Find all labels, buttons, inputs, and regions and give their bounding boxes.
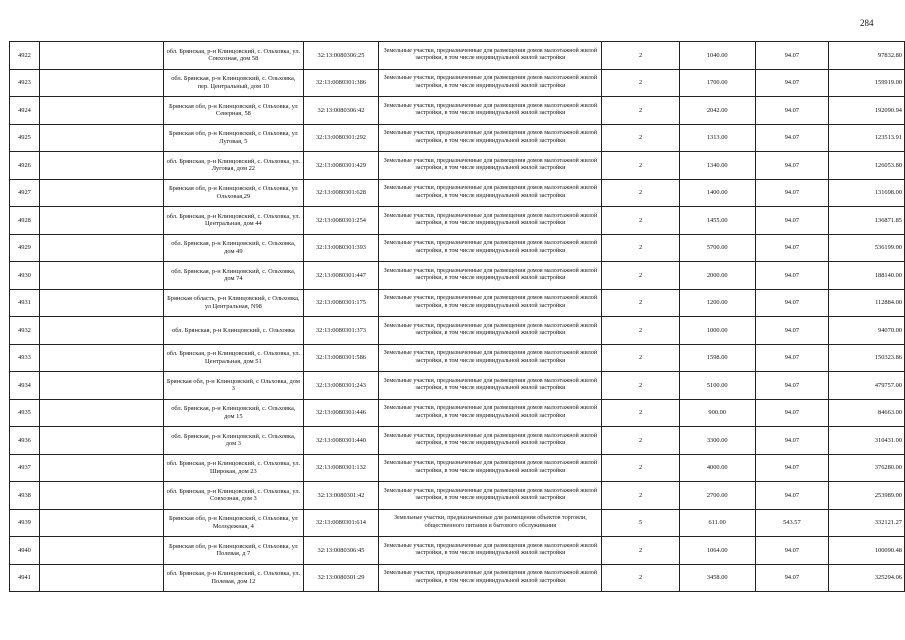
rate-cell: 94.07 [755,124,829,152]
rate-cell: 94.07 [755,564,829,592]
rate-cell: 94.07 [755,537,829,565]
address-cell: обл. Брянская, р-н Клинцовский, с. Ольховка, дом 15 [164,399,303,427]
address-cell: обл. Брянская, р-н Клинцовский, с. Ольховка, ул. Центральная, дом 51 [164,344,303,372]
category-cell: 2 [602,124,680,152]
cadastral-value-cell: 159919.00 [829,69,905,97]
empty-cell [39,289,163,317]
address-cell: обл. Брянская, р-н Клинцовский, с. Ольховка, дом 74 [164,262,303,290]
category-cell: 2 [602,97,680,125]
address-cell: обл. Брянская, р-н Клинцовский, с. Ольховка, ул. Широкая, дом 23 [164,454,303,482]
table-row [10,372,905,400]
address-cell: обл. Брянская, р-н Клинцовский, с. Ольховка, ул. Луговая, дом 22 [164,152,303,180]
cadastral-value-cell: 136871.85 [829,207,905,235]
empty-cell [39,42,163,70]
land-use-cell: Земельные участки, предназначенные для размещения домов малоэтажной жилой застройки, в том числе индивидуальной жилой застройки [379,537,602,565]
row-number: 4927 [10,179,40,207]
land-use-cell: Земельные участки, предназначенные для размещения домов малоэтажной жилой застройки, в том числе индивидуальной жилой застройки [379,372,602,400]
cadastral-value-cell: 325294.06 [829,564,905,592]
area-cell: 1040.00 [679,42,755,70]
table-row [10,124,905,152]
land-registry-table [9,41,905,592]
address-cell: Брянская область, р-н Клинцовский, с Ольховка, ул Центральная, N98 [164,289,303,317]
table-row [10,207,905,235]
area-cell: 3300.00 [679,427,755,455]
land-use-cell: Земельные участки, предназначенные для размещения домов малоэтажной жилой застройки, в том числе индивидуальной жилой застройки [379,344,602,372]
cadastral-value-cell: 150323.86 [829,344,905,372]
land-use-cell: Земельные участки, предназначенные для размещения домов малоэтажной жилой застройки, в том числе индивидуальной жилой застройки [379,564,602,592]
cadastral-number-cell: 32:13:0080301:447 [303,262,379,290]
table-row [10,289,905,317]
table-row [10,454,905,482]
rate-cell: 94.07 [755,262,829,290]
cadastral-value-cell: 192090.94 [829,97,905,125]
area-cell: 1400.00 [679,179,755,207]
category-cell: 2 [602,399,680,427]
row-number: 4937 [10,454,40,482]
cadastral-value-cell: 310431.00 [829,427,905,455]
category-cell: 2 [602,69,680,97]
land-use-cell: Земельные участки, предназначенные для размещения домов малоэтажной жилой застройки, в том числе индивидуальной жилой застройки [379,207,602,235]
land-use-cell: Земельные участки, предназначенные для размещения объектов торговли, общественного питания и бытового обслуживания [379,509,602,537]
empty-cell [39,262,163,290]
cadastral-value-cell: 126053.80 [829,152,905,180]
row-number: 4936 [10,427,40,455]
rate-cell: 94.07 [755,344,829,372]
row-number: 4934 [10,372,40,400]
empty-cell [39,427,163,455]
category-cell: 2 [602,454,680,482]
cadastral-number-cell: 32:13:0080306:42 [303,97,379,125]
empty-cell [39,179,163,207]
category-cell: 2 [602,372,680,400]
category-cell: 2 [602,289,680,317]
cadastral-number-cell: 32:13:0080301:614 [303,509,379,537]
cadastral-number-cell: 32:13:0080301:386 [303,69,379,97]
area-cell: 1200.00 [679,289,755,317]
land-use-cell: Земельные участки, предназначенные для размещения домов малоэтажной жилой застройки, в том числе индивидуальной жилой застройки [379,42,602,70]
land-use-cell: Земельные участки, предназначенные для размещения домов малоэтажной жилой застройки, в том числе индивидуальной жилой застройки [379,482,602,510]
cadastral-number-cell: 32:13:0080301:132 [303,454,379,482]
empty-cell [39,399,163,427]
cadastral-value-cell: 376280.00 [829,454,905,482]
address-cell: обл. Брянская, р-н Клинцовский, с. Ольховка, ул. Полевая, дом 12 [164,564,303,592]
area-cell: 1000.00 [679,317,755,345]
area-cell: 1455.00 [679,207,755,235]
page-number: 284 [860,18,874,28]
row-number: 4930 [10,262,40,290]
area-cell: 5700.00 [679,234,755,262]
rate-cell: 94.07 [755,234,829,262]
address-cell: обл. Брянская, р-н Клинцовский, с. Ольховка, дом 49 [164,234,303,262]
address-cell: обл. Брянская, р-н Клинцовский, с. Ольховка, ул. Совхозная, дом 3 [164,482,303,510]
rate-cell: 94.07 [755,69,829,97]
empty-cell [39,317,163,345]
area-cell: 3458.00 [679,564,755,592]
empty-cell [39,97,163,125]
cadastral-value-cell: 94070.00 [829,317,905,345]
row-number: 4931 [10,289,40,317]
table-row [10,427,905,455]
rate-cell: 94.07 [755,42,829,70]
rate-cell: 94.07 [755,372,829,400]
address-cell: Брянская обл, р-н Клинцовский, с Ольховка, ул Молодежная, 4 [164,509,303,537]
category-cell: 2 [602,537,680,565]
category-cell: 2 [602,207,680,235]
land-use-cell: Земельные участки, предназначенные для размещения домов малоэтажной жилой застройки, в том числе индивидуальной жилой застройки [379,317,602,345]
rate-cell: 94.07 [755,97,829,125]
cadastral-number-cell: 32:13:0080301:292 [303,124,379,152]
cadastral-number-cell: 32:13:0080301:586 [303,344,379,372]
area-cell: 1340.00 [679,152,755,180]
address-cell: обл. Брянская, р-н Клинцовский, с. Ольховка [164,317,303,345]
category-cell: 2 [602,564,680,592]
row-number: 4935 [10,399,40,427]
cadastral-number-cell: 32:13:0080301:254 [303,207,379,235]
table-row [10,399,905,427]
category-cell: 2 [602,262,680,290]
cadastral-number-cell: 32:13:0080301:175 [303,289,379,317]
cadastral-number-cell: 32:13:0080306:45 [303,537,379,565]
area-cell: 900.00 [679,399,755,427]
table-row [10,97,905,125]
empty-cell [39,509,163,537]
row-number: 4923 [10,69,40,97]
land-use-cell: Земельные участки, предназначенные для размещения домов малоэтажной жилой застройки, в том числе индивидуальной жилой застройки [379,399,602,427]
address-cell: Брянская обл, р-н Клинцовский, с Ольховка, ул Луговая, 5 [164,124,303,152]
row-number: 4924 [10,97,40,125]
row-number: 4941 [10,564,40,592]
land-use-cell: Земельные участки, предназначенные для размещения домов малоэтажной жилой застройки, в том числе индивидуальной жилой застройки [379,69,602,97]
rate-cell: 543.57 [755,509,829,537]
table-row [10,509,905,537]
table-row [10,234,905,262]
cadastral-number-cell: 32:13:0080301:429 [303,152,379,180]
cadastral-number-cell: 32:13:0080301:628 [303,179,379,207]
category-cell: 2 [602,344,680,372]
table-row [10,69,905,97]
address-cell: обл. Брянская, р-н Клинцовский, с. Ольховка, ул. Центральная, дом 44 [164,207,303,235]
land-use-cell: Земельные участки, предназначенные для размещения домов малоэтажной жилой застройки, в том числе индивидуальной жилой застройки [379,179,602,207]
cadastral-number-cell: 32:13:0080301:243 [303,372,379,400]
rate-cell: 94.07 [755,152,829,180]
address-cell: обл. Брянская, р-н Клинцовский, с. Ольховка, дом 3 [164,427,303,455]
cadastral-number-cell: 32:13:0080301:393 [303,234,379,262]
row-number: 4922 [10,42,40,70]
empty-cell [39,234,163,262]
address-cell: обл. Брянская, р-н Клинцовский, с. Ольховка, ул. Совхозная, дом 58 [164,42,303,70]
rate-cell: 94.07 [755,289,829,317]
cadastral-value-cell: 332121.27 [829,509,905,537]
table-row [10,42,905,70]
rate-cell: 94.07 [755,317,829,345]
row-number: 4925 [10,124,40,152]
land-use-cell: Земельные участки, предназначенные для размещения домов малоэтажной жилой застройки, в том числе индивидуальной жилой застройки [379,262,602,290]
cadastral-value-cell: 131698.00 [829,179,905,207]
table-row [10,537,905,565]
row-number: 4929 [10,234,40,262]
row-number: 4926 [10,152,40,180]
cadastral-value-cell: 479757.00 [829,372,905,400]
empty-cell [39,564,163,592]
address-cell: Брянская обл, р-н Клинцовский, с Ольховка, ул Полевая, д 7 [164,537,303,565]
cadastral-number-cell: 32:13:0080301:440 [303,427,379,455]
rate-cell: 94.07 [755,427,829,455]
land-use-cell: Земельные участки, предназначенные для размещения домов малоэтажной жилой застройки, в том числе индивидуальной жилой застройки [379,454,602,482]
row-number: 4933 [10,344,40,372]
category-cell: 2 [602,42,680,70]
rate-cell: 94.07 [755,207,829,235]
cadastral-number-cell: 32:13:0080306:25 [303,42,379,70]
cadastral-value-cell: 123513.91 [829,124,905,152]
area-cell: 1598.00 [679,344,755,372]
cadastral-value-cell: 188140.00 [829,262,905,290]
empty-cell [39,372,163,400]
land-use-cell: Земельные участки, предназначенные для размещения домов малоэтажной жилой застройки, в том числе индивидуальной жилой застройки [379,97,602,125]
rate-cell: 94.07 [755,399,829,427]
area-cell: 1700.00 [679,69,755,97]
category-cell: 2 [602,234,680,262]
empty-cell [39,482,163,510]
address-cell: Брянская обл, р-н Клинцовский, с Ольховка, ул Северная, 58 [164,97,303,125]
land-use-cell: Земельные участки, предназначенные для размещения домов малоэтажной жилой застройки, в том числе индивидуальной жилой застройки [379,124,602,152]
table-row [10,317,905,345]
table-row [10,179,905,207]
area-cell: 5100.00 [679,372,755,400]
category-cell: 2 [602,179,680,207]
cadastral-value-cell: 253989.00 [829,482,905,510]
cadastral-number-cell: 32:13:0080301:42 [303,482,379,510]
empty-cell [39,537,163,565]
empty-cell [39,454,163,482]
row-number: 4940 [10,537,40,565]
cadastral-value-cell: 112884.00 [829,289,905,317]
land-use-cell: Земельные участки, предназначенные для размещения домов малоэтажной жилой застройки, в том числе индивидуальной жилой застройки [379,152,602,180]
rate-cell: 94.07 [755,454,829,482]
area-cell: 611.00 [679,509,755,537]
table-row [10,482,905,510]
area-cell: 4000.00 [679,454,755,482]
row-number: 4939 [10,509,40,537]
land-use-cell: Земельные участки, предназначенные для размещения домов малоэтажной жилой застройки, в том числе индивидуальной жилой застройки [379,234,602,262]
empty-cell [39,124,163,152]
row-number: 4928 [10,207,40,235]
cadastral-number-cell: 32:13:0080301:373 [303,317,379,345]
address-cell: Брянская обл, р-н Клинцовский, с Ольховка, дом 3 [164,372,303,400]
table-body [10,42,905,592]
cadastral-value-cell: 97832.80 [829,42,905,70]
land-use-cell: Земельные участки, предназначенные для размещения домов малоэтажной жилой застройки, в том числе индивидуальной жилой застройки [379,427,602,455]
land-use-cell: Земельные участки, предназначенные для размещения домов малоэтажной жилой застройки, в том числе индивидуальной жилой застройки [379,289,602,317]
table-row [10,564,905,592]
category-cell: 5 [602,509,680,537]
table-row [10,152,905,180]
area-cell: 2042.00 [679,97,755,125]
cadastral-number-cell: 32:13:0080301:29 [303,564,379,592]
area-cell: 2700.00 [679,482,755,510]
category-cell: 2 [602,317,680,345]
category-cell: 2 [602,152,680,180]
address-cell: Брянская обл, р-н Клинцовский, с Ольховка, ул Ольховая,29 [164,179,303,207]
row-number: 4932 [10,317,40,345]
empty-cell [39,344,163,372]
empty-cell [39,69,163,97]
address-cell: обл. Брянская, р-н Клинцовский, с. Ольховка, пер. Центральный, дом 10 [164,69,303,97]
empty-cell [39,207,163,235]
category-cell: 2 [602,427,680,455]
area-cell: 1064.00 [679,537,755,565]
cadastral-number-cell: 32:13:0080301:446 [303,399,379,427]
row-number: 4938 [10,482,40,510]
category-cell: 2 [602,482,680,510]
table-row [10,344,905,372]
area-cell: 2000.00 [679,262,755,290]
cadastral-value-cell: 100090.48 [829,537,905,565]
cadastral-value-cell: 536199.00 [829,234,905,262]
empty-cell [39,152,163,180]
area-cell: 1313.00 [679,124,755,152]
rate-cell: 94.07 [755,179,829,207]
cadastral-value-cell: 84663.00 [829,399,905,427]
rate-cell: 94.07 [755,482,829,510]
table-row [10,262,905,290]
